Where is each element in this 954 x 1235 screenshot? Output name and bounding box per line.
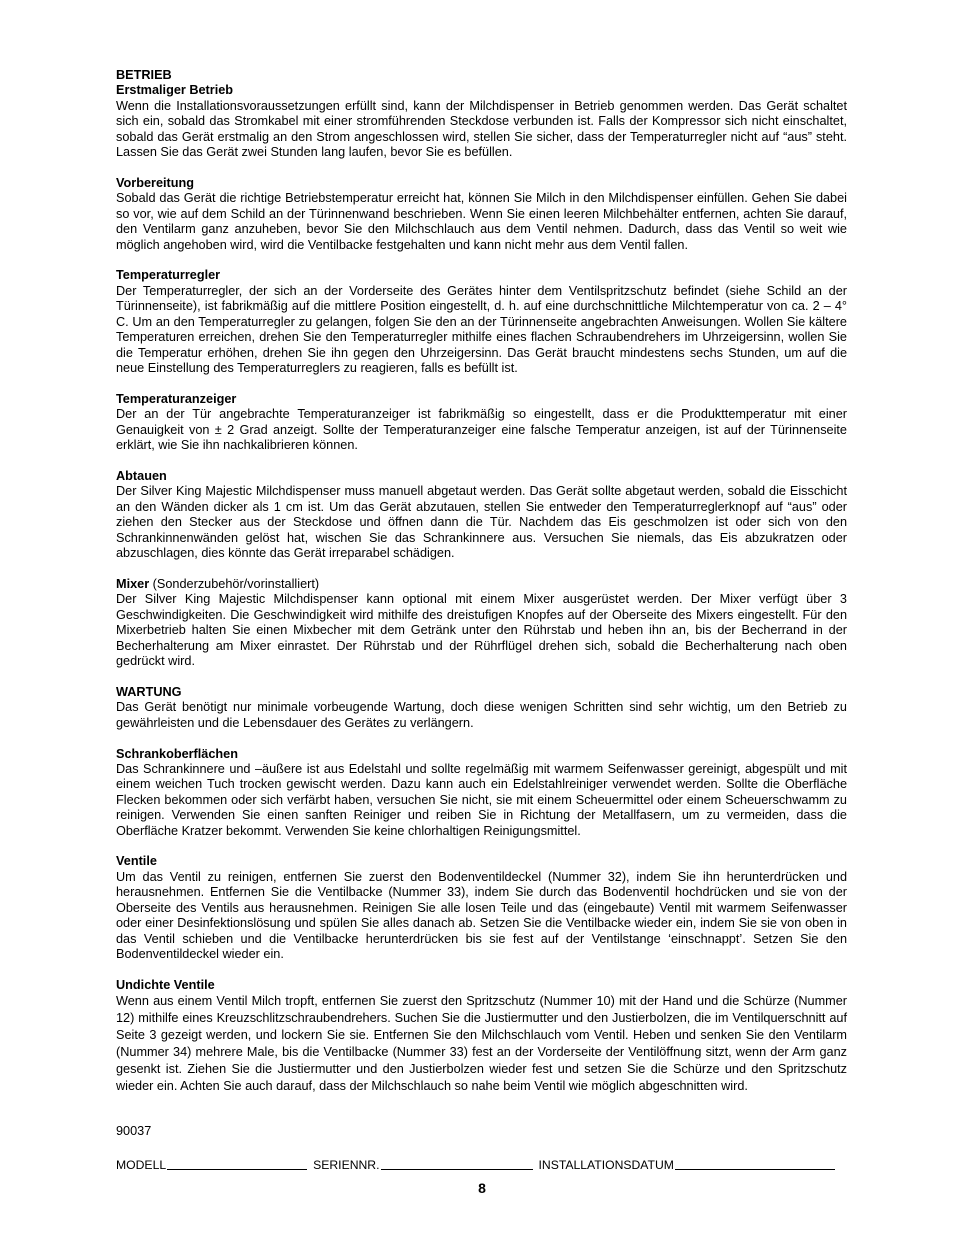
section-title: Abtauen <box>116 468 167 483</box>
model-label: MODELL <box>116 1158 167 1172</box>
section-text: Wenn aus einem Ventil Milch tropft, entfernen Sie zuerst den Spritzschutz (Nummer 10) mit der Hand und die Schürze (Nummer 12) mithilfe eines Kreuzschlitzschraubendrehers. Suchen Sie die Justiermutter und den Justierbolzen, die im Ventilquerschnitt auf Seite 3 gezeigt werden, und lockern Sie sie. Entfernen Sie den Milchschlauch vom Ventil. Heben und senken Sie den Ventilarm (Nummer 34) mehrere Male, bis die Ventilbacke (Nummer 33) fest an der Vorderseite der Ventilöffnung sitzt, wenn der Arm ganz gesenkt ist. Ziehen Sie die Justiermutter und den Justierbolzen wieder fest und setzen Sie die Schürze und den Spritzschutz wieder ein. Achten Sie auch darauf, dass der Milchschlauch so nahe beim Ventil wie möglich abgeschnitten wird. <box>116 994 847 1094</box>
section-title: Schrankoberflächen <box>116 746 238 761</box>
section-title: Erstmaliger Betrieb <box>116 83 234 98</box>
section-wartung <box>116 685 847 731</box>
section-ventile <box>116 854 847 962</box>
section-text: Wenn die Installationsvoraussetzungen erfüllt sind, kann der Milchdispenser in Betrieb genommen werden. Das Gerät schaltet sich ein, sobald das Stromkabel mit einer stromführenden Steckdose verbunden ist. Falls der Kompressor sich nicht einschaltet, sobald das Gerät erstmalig an den Strom angeschlossen wird, stellen Sie sicher, dass der Temperaturregler nicht auf “aus” steht. Lassen Sie das Gerät zwei Stunden lang laufen, bevor Sie es befüllen. <box>116 98 847 160</box>
install-date-blank <box>675 1157 835 1170</box>
section-temperaturanzeiger <box>116 392 847 454</box>
section-title: Ventile <box>116 854 157 869</box>
page-number: 8 <box>478 1180 486 1196</box>
section-text: Der an der Tür angebrachte Temperaturanzeiger ist fabrikmäßig so eingestellt, dass er die Produkttemperatur mit einer Genauigkeit von ± 2 Grad anzeigt. Sollte der Temperaturanzeiger eine falsche Temperatur anzeigen, ist auf der Türinnenseite erklärt, wie Sie ihn nachkalibrieren können. <box>116 407 847 453</box>
model-blank <box>167 1157 307 1170</box>
footer-form-line <box>116 1157 847 1172</box>
section-title: Mixer <box>116 576 150 591</box>
section-temperaturregler <box>116 268 847 376</box>
section-title: Temperaturanzeiger <box>116 391 237 406</box>
section-vorbereitung <box>116 176 847 253</box>
section-text: Um das Ventil zu reinigen, entfernen Sie zuerst den Bodenventildeckel (Nummer 32), indem Sie ihn herunterdrücken und herausnehmen. Entfernen Sie die Ventilbacke (Nummer 33), indem Sie durch das Bodenventil hochdrücken und sie von der Oberseite des Ventils aus herausnehmen. Reinigen Sie alle losen Teile und das (eingebaute) Ventil mit warmem Seifenwasser oder einer Desinfektionslösung und spülen Sie alles danach ab. Setzen Sie die Ventilbacke wieder ein, indem Sie sie von oben in das Ventil schieben und die Ventilbacke herunterdrücken bis sie fest auf der Ventilstange ‘einschnappt’. Setzen Sie den Bodenventildeckel wieder ein. <box>116 869 847 961</box>
main-heading: BETRIEB <box>116 68 172 82</box>
section-title: Vorbereitung <box>116 175 195 190</box>
section-undichte-ventile <box>116 978 847 1095</box>
section-schrankoberflaechen <box>116 747 847 839</box>
section-erstmaliger-betrieb <box>116 68 847 160</box>
document-number: 90037 <box>116 1124 152 1138</box>
document-body <box>116 68 847 1111</box>
install-date-label: INSTALLATIONSDATUM <box>538 1158 674 1172</box>
section-title: Undichte Ventile <box>116 977 215 992</box>
serial-blank <box>381 1157 533 1170</box>
section-text: Das Schrankinnere und –äußere ist aus Edelstahl und sollte regelmäßig mit warmem Seifenwasser gereinigt, abgespült und mit einem weichen Tuch trocken gewischt werden. Dazu kann auch ein Edelstahlreiniger verwendet werden. Sollte die Oberfläche Flecken bekommen oder sich verfärbt haben, versuchen Sie nicht, sie mit einem Scheuermittel oder einem Scheuerschwamm zu reinigen. Verwenden Sie einen sanften Reiniger und reiben Sie in Richtung der Metallfasern, um zu vermeiden, dass die Oberfläche Kratzer bekommt. Verwenden Sie keine chlorhaltigen Reinigungsmittel. <box>116 761 847 838</box>
section-text: Das Gerät benötigt nur minimale vorbeugende Wartung, doch diese wenigen Schritten sind sehr wichtig, um den Betrieb zu gewährleisten und die Lebensdauer des Gerätes zu verlängern. <box>116 700 847 730</box>
section-text: Sobald das Gerät die richtige Betriebstemperatur erreicht hat, können Sie Milch in den Milchdispenser einfüllen. Gehen Sie dabei so vor, wie auf dem Schild an der Türinnenwand beschrieben. Wenn Sie einen leeren Milchbehälter entfernen, achten Sie darauf, den Ventilarm ganz anzuheben, bevor Sie den Milchschlauch aus dem Ventil nehmen. Dadurch, dass das Ventil so weit wie möglich angehoben wird, wird die Ventilbacke festgehalten und kann nicht mehr aus dem Ventil fallen. <box>116 191 847 252</box>
section-title: Temperaturregler <box>116 268 221 283</box>
section-abtauen <box>116 469 847 561</box>
serial-label: SERIENNR. <box>313 1158 380 1172</box>
section-subtitle: (Sonderzubehör/vorinstalliert) <box>149 576 320 591</box>
section-title-line <box>116 577 847 592</box>
section-text: Der Silver King Majestic Milchdispenser kann optional mit einem Mixer ausgerüstet werden. Der Mixer verfügt über 3 Geschwindigkeiten. Die Geschwindigkeit wird mithilfe des dreistufigen Knopfes auf der Oberseite des Mixers eingestellt. Für den Mixerbetrieb halten Sie einen Mixbecher mit dem Getränk unter den Rührstab und heben ihn an, bis der Becherrand in der Becherhalterung am Mixer einrastet. Der Rührstab und der Rührflügel drehen sich, sobald die Becherhalterung nach oben gedrückt wird. <box>116 592 847 668</box>
section-title: WARTUNG <box>116 684 182 699</box>
section-text: Der Silver King Majestic Milchdispenser muss manuell abgetaut werden. Das Gerät sollte abgetaut werden, sobald die Eisschicht an den Wänden dicker als 1 cm ist. Um das Gerät abzutauen, stellen Sie entweder den Temperaturreglerknopf auf “aus” oder ziehen den Stecker aus der Steckdose und öffnen dann die Tür. Nachdem das Eis geschmolzen ist oder sich von den Schrankinnenwänden gelöst hat, wischen Sie das Schrankinnere aus. Versuchen Sie niemals, das Eis abzukratzen oder abzuschlagen, dies könnte das Gerät irreparabel schädigen. <box>116 484 847 560</box>
section-text: Der Temperaturregler, der sich an der Vorderseite des Gerätes hinter dem Ventilspritzschutz befindet (siehe Schild an der Türinnenseite), ist fabrikmäßig auf die mittlere Position eingestellt, d. h. auf eine durchschnittliche Milchtemperatur von ca. 2 – 4° C. Um an den Temperaturregler zu gelangen, folgen Sie den an der Türinnenseite angebrachten Anweisungen. Wollen Sie kältere Temperaturen erreichen, drehen Sie den Temperaturregler mithilfe eines flachen Schraubendrehers im Uhrzeigersinn, wollen Sie die Temperatur erhöhen, drehen Sie ihn gegen den Uhrzeigersinn. Das Gerät braucht mindestens sechs Stunden, um auf die neue Einstellung des Temperaturreglers zu reagieren, falls es befüllt ist. <box>116 283 847 375</box>
section-mixer <box>116 577 847 669</box>
